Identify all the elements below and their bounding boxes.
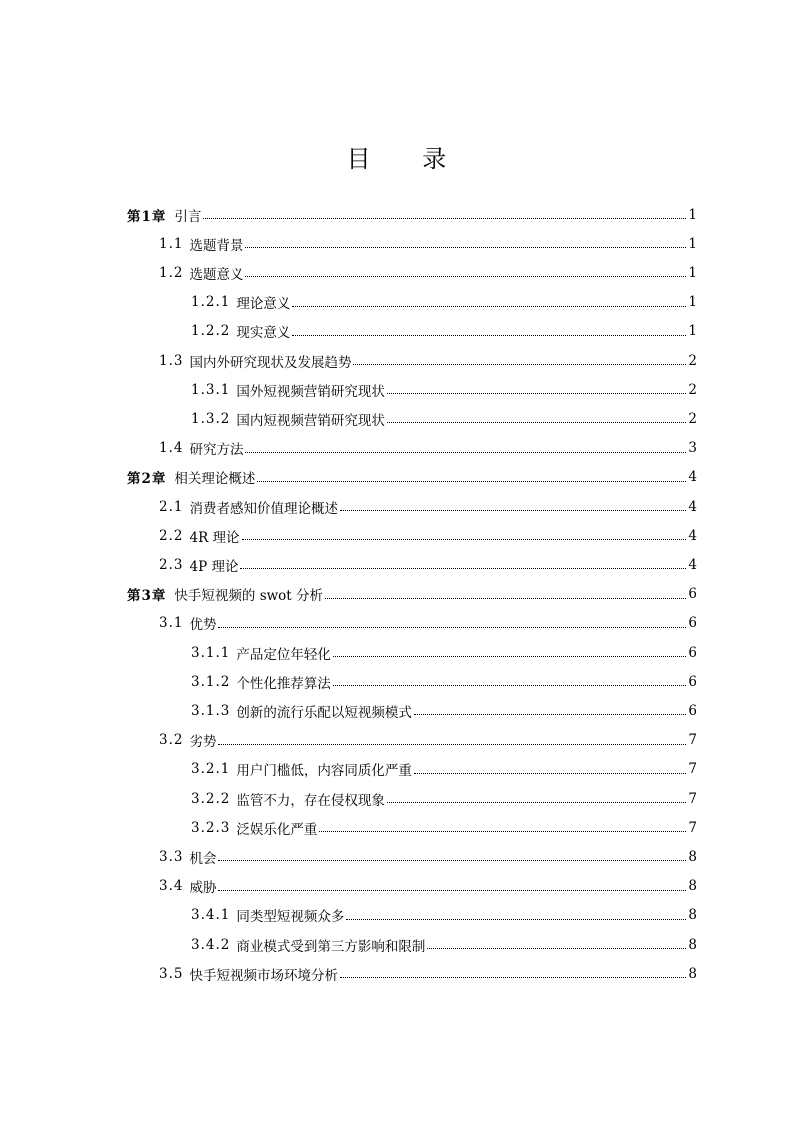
toc-entry-label: 用户门槛低，内容同质化严重 bbox=[236, 763, 412, 780]
toc-entry-label: 国内外研究现状及发展趋势 bbox=[189, 354, 352, 371]
dot-leader bbox=[218, 890, 686, 891]
toc-entry-page: 8 bbox=[688, 848, 697, 865]
toc-entry[interactable] bbox=[127, 580, 697, 609]
toc-entry-number: 3.2 bbox=[159, 732, 184, 749]
toc-entry[interactable] bbox=[159, 959, 697, 988]
toc-entry-number: 3.4.1 bbox=[191, 907, 231, 924]
toc-entry-label: 商业模式受到第三方影响和限制 bbox=[236, 938, 426, 955]
toc-entry[interactable] bbox=[191, 288, 697, 317]
toc-entry-page: 2 bbox=[688, 352, 697, 369]
toc-entry-label: 选题意义 bbox=[189, 266, 244, 283]
toc-entry-number: 3.3 bbox=[159, 848, 184, 865]
toc-entry-page: 1 bbox=[688, 323, 697, 340]
toc-entry[interactable] bbox=[159, 229, 697, 258]
dot-leader bbox=[218, 860, 686, 861]
toc-entry-page: 1 bbox=[688, 206, 697, 223]
toc-entry[interactable] bbox=[159, 521, 697, 550]
dot-leader bbox=[333, 656, 687, 657]
toc-entry[interactable] bbox=[159, 550, 697, 579]
toc-entry-page: 6 bbox=[688, 615, 697, 632]
dot-leader bbox=[319, 831, 686, 832]
dot-leader bbox=[245, 452, 686, 453]
toc-entry-number: 第3章 bbox=[127, 588, 167, 605]
toc-entry-page: 1 bbox=[688, 235, 697, 252]
toc-entry-number: 3.1 bbox=[159, 615, 184, 632]
dot-leader bbox=[325, 598, 686, 599]
toc-entry-label: 快手短视频市场环境分析 bbox=[189, 967, 338, 984]
toc-entry-number: 3.2.2 bbox=[191, 790, 231, 807]
toc-entry-page: 6 bbox=[688, 644, 697, 661]
toc-entry-number: 第2章 bbox=[127, 471, 167, 488]
toc-entry-number: 3.1.1 bbox=[191, 644, 231, 661]
toc-entry-label: 选题背景 bbox=[189, 237, 244, 254]
toc-entry[interactable] bbox=[127, 463, 697, 492]
toc-entry-label: 消费者感知价值理论概述 bbox=[189, 500, 338, 517]
toc-entry-page: 6 bbox=[688, 586, 697, 603]
toc-entry-label: 同类型短视频众多 bbox=[236, 909, 345, 926]
toc-entry[interactable] bbox=[191, 317, 697, 346]
toc-entry-label: 4P 理论 bbox=[189, 558, 239, 575]
dot-leader bbox=[245, 276, 686, 277]
toc-entry-page: 4 bbox=[688, 527, 697, 544]
toc-entry-page: 7 bbox=[688, 819, 697, 836]
dot-leader bbox=[387, 393, 687, 394]
toc-entry-label: 国外短视频营销研究现状 bbox=[236, 383, 385, 400]
toc-entry-label: 理论意义 bbox=[236, 296, 291, 313]
toc-entry-page: 4 bbox=[688, 556, 697, 573]
toc-entry-number: 1.2.1 bbox=[191, 294, 231, 311]
dot-leader bbox=[387, 422, 687, 423]
dot-leader bbox=[240, 568, 686, 569]
toc-entry[interactable] bbox=[191, 901, 697, 930]
toc-entry[interactable] bbox=[191, 638, 697, 667]
toc-entry-page: 7 bbox=[688, 732, 697, 749]
toc-entry[interactable] bbox=[159, 842, 697, 871]
toc-entry[interactable] bbox=[191, 696, 697, 725]
toc-entry-number: 3.4 bbox=[159, 878, 184, 895]
toc-entry-page: 1 bbox=[688, 264, 697, 281]
toc-entry-label: 劣势 bbox=[189, 734, 217, 751]
toc-entry[interactable] bbox=[159, 872, 697, 901]
toc-entry-number: 3.2.3 bbox=[191, 819, 231, 836]
toc-entry-number: 2.2 bbox=[159, 527, 184, 544]
toc-entry-label: 个性化推荐算法 bbox=[236, 675, 331, 692]
toc-entry[interactable] bbox=[191, 375, 697, 404]
toc-entry-number: 3.5 bbox=[159, 965, 184, 982]
dot-leader bbox=[346, 919, 686, 920]
dot-leader bbox=[203, 218, 686, 219]
toc-entry[interactable] bbox=[191, 667, 697, 696]
dot-leader bbox=[245, 247, 686, 248]
toc-entry-number: 3.1.3 bbox=[191, 702, 231, 719]
toc-entry-page: 4 bbox=[688, 469, 697, 486]
toc-entry-number: 1.3 bbox=[159, 352, 184, 369]
toc-entry-label: 优势 bbox=[189, 617, 217, 634]
toc-entry-page: 8 bbox=[688, 907, 697, 924]
toc-entry-label: 监管不力，存在侵权现象 bbox=[236, 792, 385, 809]
toc-entry[interactable] bbox=[159, 492, 697, 521]
toc-entry-label: 相关理论概述 bbox=[174, 471, 256, 488]
toc-entry-number: 1.1 bbox=[159, 235, 184, 252]
toc-entry-number: 1.2 bbox=[159, 264, 184, 281]
toc-entry-page: 2 bbox=[688, 381, 697, 398]
toc-entry[interactable] bbox=[191, 930, 697, 959]
toc-entry-page: 3 bbox=[688, 440, 697, 457]
toc-entry-page: 8 bbox=[688, 936, 697, 953]
toc-entry-number: 1.3.1 bbox=[191, 381, 231, 398]
dot-leader bbox=[257, 481, 686, 482]
toc-entry[interactable] bbox=[159, 258, 697, 287]
dot-leader bbox=[340, 977, 686, 978]
dot-leader bbox=[387, 802, 687, 803]
toc-entry-number: 3.4.2 bbox=[191, 936, 231, 953]
toc-entry-page: 7 bbox=[688, 790, 697, 807]
dot-leader bbox=[242, 539, 687, 540]
toc-entry[interactable] bbox=[159, 726, 697, 755]
toc-entry-label: 引言 bbox=[174, 208, 202, 225]
dot-leader bbox=[218, 627, 686, 628]
dot-leader bbox=[292, 335, 686, 336]
toc-entry-label: 现实意义 bbox=[236, 325, 291, 342]
dot-leader bbox=[414, 714, 687, 715]
toc-entry-page: 4 bbox=[688, 498, 697, 515]
toc-entry-label: 泛娱乐化严重 bbox=[236, 821, 318, 838]
toc-entry-page: 2 bbox=[688, 410, 697, 427]
toc-entry[interactable] bbox=[191, 755, 697, 784]
toc-entry-label: 研究方法 bbox=[189, 442, 244, 459]
toc-entry[interactable] bbox=[159, 434, 697, 463]
toc-entry-page: 8 bbox=[688, 878, 697, 895]
toc-entry-page: 6 bbox=[688, 673, 697, 690]
toc-entry-number: 3.1.2 bbox=[191, 673, 231, 690]
toc-entry-label: 威胁 bbox=[189, 880, 217, 897]
toc-entry-label: 创新的流行乐配以短视频模式 bbox=[236, 704, 412, 721]
toc-entry-page: 1 bbox=[688, 294, 697, 311]
toc-entry-page: 7 bbox=[688, 761, 697, 778]
toc-entry[interactable] bbox=[127, 200, 697, 229]
toc-entry-label: 国内短视频营销研究现状 bbox=[236, 412, 385, 429]
dot-leader bbox=[218, 744, 686, 745]
toc-entry-label: 4R 理论 bbox=[189, 529, 240, 546]
dot-leader bbox=[414, 773, 687, 774]
toc-entry[interactable] bbox=[159, 609, 697, 638]
toc-entry-label: 产品定位年轻化 bbox=[236, 646, 331, 663]
toc-entry[interactable] bbox=[191, 813, 697, 842]
toc-entry-label: 快手短视频的 swot 分析 bbox=[174, 588, 324, 605]
toc-entry-page: 6 bbox=[688, 702, 697, 719]
toc-entry-number: 1.4 bbox=[159, 440, 184, 457]
toc-entry[interactable] bbox=[191, 784, 697, 813]
dot-leader bbox=[292, 306, 686, 307]
toc-entry[interactable] bbox=[159, 346, 697, 375]
toc-entry-label: 机会 bbox=[189, 850, 217, 867]
toc-entry-number: 第1章 bbox=[127, 208, 167, 225]
toc-entry-page: 8 bbox=[688, 965, 697, 982]
dot-leader bbox=[333, 685, 687, 686]
page-title: 目 录 bbox=[346, 145, 469, 173]
dot-leader bbox=[340, 510, 686, 511]
dot-leader bbox=[353, 364, 686, 365]
toc-entry-number: 3.2.1 bbox=[191, 761, 231, 778]
toc-entry-number: 1.2.2 bbox=[191, 323, 231, 340]
toc-entry-number: 2.1 bbox=[159, 498, 184, 515]
toc-entry-number: 1.3.2 bbox=[191, 410, 231, 427]
toc-entry-number: 2.3 bbox=[159, 556, 184, 573]
toc-entry[interactable] bbox=[191, 404, 697, 433]
dot-leader bbox=[427, 948, 686, 949]
